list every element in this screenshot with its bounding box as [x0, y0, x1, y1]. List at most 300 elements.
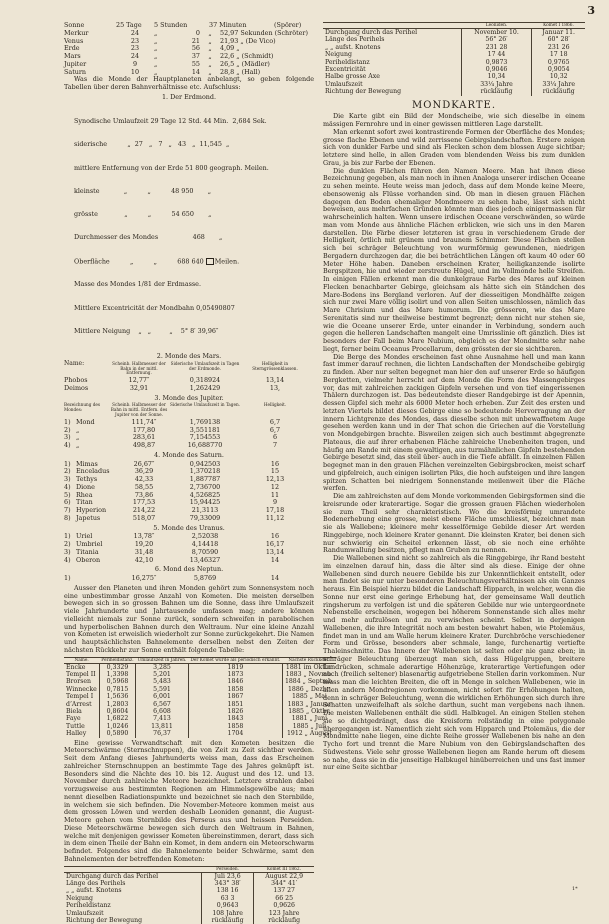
- table-cell: 1851: [188, 701, 282, 708]
- cell: 31,48: [134, 547, 154, 556]
- body-paragraph: Die dunklen Flächen führen den Namen Meere. Man hat ihnen diese Bezeichnung gegeben, als man noch in ihnen Analoga unserer irdischen Oceane zu sehen meinte. Heute weiss man jedoch, dass auf dem Monde keine Meere, ebensowenig als Flüsse vorhanden sind. Ob man in diesen grauen Flächen dagegen den Boden ehemaliger Mondmeere zu sehen habe, lässt sich nicht beweisen, aus mehrfachen Gründen könnte man dies jedoch einigermassen für wahrscheinlich halten. Wenn unsere irdischen Oceane verschwänden, so würde man vom Monde aus ähnliche Flächen erblicken, wie sich uns in den Maren darstellen. Die Färbe dieser letzteren ist grau in verschiedenem Grade der Helligkeit, örtlich mit grünem und braunem Schimmer. Diese Flächen stellen sich bei schräger Beleuchtung von wurmförmig gewundenen, niedrigen Bergadern durchzogen dar, die bei beträchtlichen Längen oft kaum 40 oder 60 Meter Höhe haben. Daneben erscheinen Krater, heiligkanzende isolirte Bergspitzen, hie und wieder zerstreute Hügel, und im Vollmonde helle Streifen. In einigen Fällen erkennt man die dunkelgraue Farbe des Mares auf kleinen Flecken benachbarter Gebirge, gleichsam als hätte sich ein Ständchen des Mare-Bodens ins Bergland verloren. Auf der diesseitigen Mondhälfte zeigen sich nur zwei Mare völlig isolirt und von allen Seiten umschlossen, nämlich das Mare Chrisium und das Mare humorum. Die grösseren, wie das Mare Serenitatis sind nur theilweise bestimmt begrenzt; denn nicht nur stehen sie, wie die Oceane unserer Erde, unter einander in Verbindung, sondern auch gegen die helleren Landschaften mangelt eine Umrisslinie oft gänzlich. Dies ist besonders der Fall beim Mare Nubium, obgleich es der Mondmitte sehr nahe liegt, ferner beim Oceanus Procellarum, dem grössten der sie sichtbaren.: [323, 166, 585, 353]
- table-row: [64, 880, 314, 887]
- moon-line: Oberfläche „ „ 688 640: [74, 257, 204, 265]
- rot-a: 10: [130, 67, 140, 76]
- table-cell: „ „ aufst. Knotens: [66, 887, 122, 895]
- rot-e: 21,93 „ (De Vico): [220, 36, 276, 45]
- cell: 11: [270, 490, 280, 499]
- table-row: [323, 36, 585, 43]
- meteor-paragraph: Eine gewisse Verwandtschaft mit den Kometen besitzen die Meteorschwärme (Sternschnuppen), die von Zeit zu Zeit sichtbar werden. Seit dem Anfang dieses Jahrhunderts weiss man, dass das Erscheinen zahlreicher Sternschnuppen an bestimmte Tage des Jahres geknüpft ist. Besonders sind die Nächte des 10. bis 12. August und des 12. und 13. November durch zahlreiche Meteore bezeichnet. Letztere strahlen dabei vorzugsweise aus bestimmten Regionen am Himmelsgewölbe aus; man nennt dieselben Radiationspunkte und bezeichnet sie nach den Sternbilde, in welchem sie sich befinden. Die November-Meteore kommen meist aus dem grossen Löwen und werden deshalb Leoniden genannt, die August-Meteore gehen vom Sternbilde des Perseus aus und heissen Perseiden. Diese Meteorschwärme bewegen sich durch den Weltraum in Bahnen, welche mit denjenigen gewisser Kometen übereinstimmen, derart, dass sich in dem einen Theile der Bahn ein Komet, in dem andern ein Meteorschwarm befindet. Folgendes sind die Bahnelemente beider Schwärme, samt den Bahnelementen der betreffenden Kometen:: [64, 738, 314, 863]
- rot-e: 26,5 „ (Mädler): [220, 59, 270, 68]
- table-cell: 0,9643: [201, 902, 253, 909]
- cell: 5,8769: [193, 574, 217, 583]
- table-row: [323, 81, 585, 88]
- rot-e: 28,8 „ (Hall): [220, 67, 261, 76]
- rot-a: 25 Tage: [116, 21, 142, 29]
- moon-line: Mittlere Neigung „ „ „ 5° 8′ 39,96″: [74, 326, 219, 335]
- moon-name: Hyperion: [76, 506, 107, 515]
- moon-line: Synodische Umlaufzeit 29 Tage 12 Std. 44 Min. 2,684 Sek.: [74, 117, 267, 125]
- body-paragraph: Man erkennt sofort zwei kontrastirende Formen der Oberfläche des Mondes; grosse flache Ebenen und wild zerrissene Gebirgslandschaften. Erstere zeigen sich von dunkler Farbe und sind als Flecken schon dem blossen Auge sichtbar; letztere sind helle, in allen Graden vom blendenden Weiss bis zum dunklen Grau, ja bis zur Farbe der Ebenen.: [323, 127, 585, 167]
- cell: 7: [272, 441, 278, 450]
- col-header: Siderische Umlaufszeit in Tagen.: [170, 402, 240, 408]
- table-cell: d’Arrest: [66, 700, 92, 708]
- col-header: Name.: [64, 657, 99, 663]
- cell: 14: [270, 555, 280, 564]
- moon-number: 3): [64, 475, 71, 484]
- table-cell: 0,9054: [532, 66, 585, 73]
- section-heading: 4. Monde des Saturn.: [154, 450, 224, 459]
- cell: 1,370218: [189, 467, 221, 476]
- table-cell: 231 28: [461, 44, 532, 51]
- moon-line: grösste „ „ 54 650 „: [74, 210, 212, 218]
- table-row: [64, 723, 336, 730]
- table-row: [323, 73, 585, 80]
- cell: 42,10: [134, 555, 154, 564]
- table-cell: 5,591: [136, 686, 189, 693]
- moon-number: 1): [64, 417, 71, 426]
- cell: 58,55: [134, 482, 154, 491]
- table-cell: 0,8604: [99, 708, 135, 715]
- table-cell: 343° 38′: [201, 880, 253, 887]
- table-cell: Periheldistanz: [66, 902, 111, 910]
- table-cell: August 22,9: [254, 872, 314, 880]
- table-cell: Excentricität: [325, 66, 366, 74]
- table-cell: 1867: [188, 693, 282, 700]
- table-row: [64, 671, 336, 678]
- cell: 42,33: [134, 475, 154, 484]
- comet-table: [64, 657, 336, 738]
- moon-name: Umbriel: [76, 540, 103, 549]
- moon-number: 6): [64, 498, 71, 507]
- rot-b: „: [154, 52, 158, 60]
- col-header: Nächste Rückkehr:: [282, 657, 336, 663]
- table-cell: 1819: [188, 663, 282, 671]
- surface-unit: Meilen.: [214, 257, 240, 265]
- table-cell: 1884 „ Septmb.: [282, 678, 336, 685]
- cell: 16,688770: [187, 441, 223, 450]
- col-header: Scheinb. Halbmesser der Bahn in mittl. Entfern. des Jupiter von der Sonne.: [110, 402, 168, 417]
- table-row: [323, 29, 585, 37]
- moon-name: „: [76, 441, 80, 450]
- planet-name: Sonne: [64, 21, 85, 29]
- moon-number: 1): [64, 459, 71, 468]
- moon-name: Phobos: [64, 376, 88, 385]
- moon-name: Deimos: [64, 383, 89, 392]
- cell: 13,46327: [189, 555, 221, 564]
- table-cell: 60° 28′: [532, 36, 585, 43]
- rot-c: 0: [195, 28, 200, 37]
- planet-name: Venus: [64, 36, 84, 45]
- table-cell: 13,811: [136, 723, 189, 730]
- moon-line: mittlere Entfernung von der Erde 51 800 geograph. Meilen.: [74, 163, 269, 172]
- moon-number: 4): [64, 555, 71, 564]
- table-cell: Winnecke: [66, 685, 97, 693]
- table-cell: „ „ aufst. Knotens: [325, 43, 381, 51]
- table-cell: 0,9765: [532, 59, 585, 66]
- table-row: [64, 708, 336, 715]
- planet-name: Mars: [64, 52, 81, 60]
- table-cell: rückläufig: [461, 88, 532, 95]
- rot-b: 5 Stunden: [154, 21, 188, 29]
- moon-number: 2): [64, 467, 71, 476]
- table-cell: Richtung der Bewegung: [325, 88, 402, 96]
- cell: 36,29: [134, 467, 154, 476]
- neptun-table: [64, 575, 314, 583]
- table-cell: 0,9626: [254, 902, 314, 909]
- table-cell: 231 26: [532, 44, 585, 51]
- table-cell: 5,483: [136, 678, 189, 685]
- table-cell: 137 27: [254, 887, 314, 894]
- cell: 4,526825: [189, 490, 221, 499]
- moon-name: Mond: [76, 417, 95, 426]
- table-cell: 33¼ Jahre: [461, 81, 532, 88]
- rot-b: „: [154, 59, 158, 68]
- cell: 283,61: [132, 433, 156, 442]
- jupiter-table: [64, 419, 314, 450]
- cell: 16: [270, 459, 280, 468]
- moon-name: Enceladus: [76, 467, 110, 476]
- body-paragraph: Die Berge des Mondes erscheinen fast ohne Ausnahme hell und man kann fast immer darauf rechnen, die lichten Landschaften der Mondscheibe gebirgig zu finden. Aber nur selten begegnet man hier den auf unserer Erde so häufigen Bergketten, vielmehr herrscht auf dem Monde die Form des Massengebirges vor, das mit zahlreichen zackigen Gipfeln versehen und von tief eingerissenen Thälern durchzogen ist. Das bedeutendste dieser Randgebirge ist der Apennin, dessen Gipfel sich mehr als 6000 Meter hoch erheben. Zur Zeit des ersten und letzten Viertels bildet dieses Gebirge eine so bedeutende Hervorragung an der innern Lichtgrenze des Mondes, dass dieselbe schon mit unbewaffnetem Auge gesehen werden kann und in der That schon die Griechen auf die Vorstellung von Mondgebirgen brachte. Bisweilen zeigen sich auch bestimmt abgegrenzte Plateaus, die auf ihrer erhabenen Fläche zahlreiche Unebenheiten tragen, und häufig am Rande mit einem gewaltigen, aus turmähnlichen Gipfeln bestehenden Gebirge besetzt sind, das steil über- auch in die Tiefe abfällt. In einzelnen Fällen begegnet man in den grauen Flächen vereinzelten Gebirgsbrocken, meist scharf und gipfelreich, auch einigen isolirten Piks, die hoch aufsteigen und ihre langen spitzen Schatten bei niedrigem Sonnenstande meilenweit über die Fläche werfen.: [323, 352, 585, 493]
- table-cell: Länge des Perihels: [66, 880, 126, 887]
- table-row: [64, 693, 336, 700]
- cell: 111,74″: [131, 417, 157, 426]
- table-cell: Durchgang durch das Perihel: [325, 29, 418, 36]
- table-cell: 1858: [188, 723, 282, 730]
- planet-name: Saturn: [64, 67, 87, 76]
- table-row: [323, 88, 585, 95]
- rot-d: „: [208, 67, 212, 76]
- col-header: Periheldistanz.: [101, 657, 134, 663]
- table-cell: November 10.: [461, 29, 532, 37]
- moon-line: Durchmesser des Mondes 468 „: [74, 233, 223, 242]
- cell: 214,22: [132, 506, 156, 515]
- table-cell: Tempel II: [66, 670, 96, 678]
- table-cell: 123 Jahre: [254, 910, 314, 917]
- moon-line: kleinste „ „ 48 950 „: [74, 186, 212, 195]
- cell: 26,67″: [133, 459, 155, 468]
- table-row: [64, 902, 314, 909]
- table-row: [64, 910, 314, 917]
- table-cell: 66 25: [254, 895, 314, 902]
- table-cell: 17 44: [461, 51, 532, 58]
- rotation-row: [64, 38, 314, 46]
- section-heading: 2. Monde des Mars.: [156, 352, 222, 360]
- table-cell: Richtung der Bewegung: [66, 917, 143, 924]
- table-cell: Periheldistanz: [325, 58, 370, 66]
- col-header: Helligkeit in Sterngrössenklassen.: [252, 360, 298, 371]
- cell: 12,77″: [128, 376, 150, 385]
- moon-name: Japetus: [76, 513, 101, 522]
- intro-paragraph: Was die Monde der Hauptplaneten anbelangt, so geben folgende Tabellen über deren Bahnverhältnisse etc. Aufschluss:: [64, 75, 314, 91]
- rot-d: „: [208, 28, 212, 37]
- cell: 12: [270, 482, 280, 491]
- moon-name: Tethys: [76, 475, 98, 484]
- section-heading: 5. Monde des Uranus.: [153, 523, 225, 532]
- table-cell: Biela: [66, 707, 82, 715]
- table-cell: 1704: [188, 730, 282, 737]
- rot-c: 56: [191, 44, 200, 53]
- table-cell: 1873: [188, 671, 282, 678]
- cell: 21,3113: [191, 506, 219, 515]
- table-cell: 17 18: [532, 51, 585, 58]
- table-cell: Neigung: [325, 51, 352, 59]
- table-cell: 108 Jahre: [201, 910, 253, 917]
- rot-e: (Spörer): [274, 21, 302, 29]
- table-cell: rückläufig: [201, 917, 253, 924]
- cell: 16: [270, 532, 280, 541]
- rot-c: 14: [191, 67, 200, 76]
- moon-number: 1): [64, 574, 71, 583]
- table-cell: 0,5890: [99, 730, 135, 737]
- cell: 16,275″: [131, 574, 157, 583]
- section-heading: 1. Der Erdmond.: [161, 92, 217, 101]
- table-cell: 1885 „ Mai: [282, 693, 336, 700]
- cell: 15: [270, 467, 280, 476]
- moon-number: 4): [64, 441, 71, 450]
- table-cell: 76,37: [136, 730, 189, 737]
- right-column: [323, 22, 585, 772]
- cell: 13,14: [265, 376, 285, 385]
- rot-c: 21: [191, 36, 200, 45]
- col-header: Leoniden.: [461, 23, 532, 29]
- table-cell: Halbe grosse Axe: [325, 73, 380, 81]
- col-header: Scheinb. Halbmesser der Bahn in der mittl. Entfernung.: [112, 360, 166, 376]
- table-cell: 1,2803: [99, 701, 135, 708]
- table-cell: Durchgang durch das Perihel: [66, 872, 159, 880]
- mars-header: [64, 359, 314, 376]
- table-cell: Tempel I: [66, 693, 94, 701]
- cell: 14: [270, 574, 280, 583]
- rot-d: „: [208, 36, 212, 45]
- table-cell: 0,9046: [461, 66, 532, 73]
- planet-name: Merkur: [64, 28, 89, 37]
- table-cell: 1886 „ Dezbr.: [282, 686, 336, 693]
- comets-paragraph: Ausser den Planeten und ihren Monden gehört zum Sonnensystem noch eine unbestimmbar grosse Anzahl von Kometen. Die meisten derselben bewegen sich in so grossen Bahnen um die Sonne, dass ihre Umlaufszeit viele Jahrhunderte und Jahrtausende umfassen mag; andere können vielleicht niemals zur Sonne zurück, sondern schweifen in parabolischen und hyperbolischen Bahnen durch den Weltraum. Nur eine kleine Anzahl von Kometen ist erweislich wiederholt zur Sonne zurückgekehrt. Die Namen und hauptsächlichsten Bahnelemente derselben nebst den Zeiten der nächsten Rückkehr zur Sonne enthält folgende Tabelle:: [64, 583, 314, 654]
- table-row: [323, 44, 585, 51]
- rotation-row: [64, 30, 314, 38]
- table-cell: 3,285: [136, 663, 189, 671]
- rot-c: 37: [191, 52, 200, 60]
- moon-number: 2): [64, 425, 71, 434]
- moon-line: Masse des Mondes 1/81 der Erdmasse.: [74, 280, 201, 289]
- body-paragraph: Die Wallebenen sind nicht so zahlreich als die Ringgebirge, ihr Rand besteht im einzelnen darauf hin, dass die älter sind als diese. Einige der ohne Wallebenen sind durch neuere Gebilde bis zur Unkenntlichkeit entstellt, oder man findet sie nur unter besonderen Beleuchtungsverhältnissen als ein Ganzes heraus. Ein Beispiel hierzu bildet die Landschaft Hipparch, in welcher, wenn die Sonne nur erst eine geringe Erhebung hat, der gemeinsame Wall deutlich ringsherum zu verfolgen ist und die späteren Gebilde nur wie untergeordnete Nebenstelle erscheinen, wogegen bei höherem Sonnenstande sich alles mehr und mehr aufzulösen und zu verwischen scheint. Selbst in derjenigen Wallebenen, die ihre Integrität noch am besten bewahrt haben, wie Ptolemäus, findet man in und am Walle herum kleinere Krater. Durchbröche verschiedener Form und Grösse, besonders aber schmale, lange, furchenartig vertiefte Thaleinschnitte. Das Innere der Wallebenen ist selten oder nie ganz eben; in schräger Beleuchtung überzeugt man sich, dass Hügelgruppen, breitere Landrücken, schmale aderartige Höhenzüge, kraterartige Vertiefungen oder auch (freilich seltener) blasenartig aufgetriebene Stellen darin vorkommen. Nur muss man die leichten Breiten, die oft in Menge in solchen Wallebenen, wie in allen andern Mondregionen vorkommen, nicht sofort für Erhöhungen halten, denn in schräger Beleuchtung, wenn die wirklichen Erhöhungen sich durch ihre Schatten unzweifelhaft als solche darthun, sucht man vergebens nach ihnen. Die meisten Wallebenen enthält die südl. Halbkugel. An einigen Stellen stehen sie so dichtgedrängt, dass die Kreisform rollständig in eine polygonale übergegangen ist. Namentlich zieht sich vom Hipparch und Ptolemäus, die der Mondmitte nahe liegen, eine dichte Reihe grosser Wallebenen bis nahe an den Tycho fort und trennt die Mare Nubium von den Gebirgslandschaften des Südwestens. Viele sehr grosse Wallebenen liegen am Rande herum oft diesem so nahe, dass sie in die jenseitige Halbkugel hinüberreichen und uns fast immer nur eine Seite sichtbar: [323, 554, 585, 772]
- rot-a: 23: [130, 36, 140, 45]
- table-row: [64, 872, 314, 880]
- table-cell: 1,5636: [99, 693, 135, 700]
- moon-line: Mittlere Excentricität der Mondbahn 0,05490807: [74, 303, 235, 312]
- moon-number: 5): [64, 490, 71, 499]
- table-row: [64, 701, 336, 708]
- table-cell: 1826: [188, 708, 282, 715]
- moon-name: Mimas: [76, 459, 98, 468]
- table-cell: 1,6822: [99, 715, 135, 722]
- table-cell: Umlaufszeit: [66, 909, 104, 917]
- rot-a: 24: [130, 52, 140, 60]
- cell: 498,87: [132, 441, 156, 450]
- col-header: Umlaufszeit in Jahren.: [137, 657, 187, 663]
- cell: 32,91: [129, 383, 149, 392]
- cell: 19,20: [134, 540, 154, 549]
- table-row: [64, 715, 336, 722]
- table-cell: 1,0246: [99, 723, 135, 730]
- cell: 6: [272, 433, 278, 442]
- table-row: [64, 686, 336, 693]
- page-number: 3: [587, 4, 595, 17]
- planet-name: Jupiter: [64, 59, 87, 68]
- table-cell: 0,3329: [99, 663, 135, 671]
- earth-moon-block: [64, 103, 314, 352]
- table-cell: Juli 23,6: [201, 872, 253, 880]
- cell: 0,318924: [189, 376, 221, 385]
- moon-name: Oberon: [76, 555, 101, 564]
- cell: 12,13: [265, 475, 285, 484]
- moon-number: 7): [64, 506, 71, 515]
- col-header: Komet I 1866.: [532, 23, 585, 29]
- table-cell: Encke: [66, 663, 86, 671]
- rotation-table: [64, 22, 314, 76]
- col-header: Perseiden.: [201, 866, 253, 872]
- cell: 177,80: [132, 425, 156, 434]
- rotation-row: [64, 61, 314, 69]
- table-row: [64, 917, 314, 924]
- body-paragraph: Die am zahlreichsten auf dem Monde vorkommenden Gebirgsformen sind die kreisrunde oder kraterartige. Sogar die grossen grauen Flächen wiederholen sie zum Theil sehr charakteristisch. Wo die kreisförmig umrandete Bodenerhebung eine grosse, meist ebene Fläche umschliesst, bezeichnet man sie als Wallebene; kleinere mehr kesselförmige Gebilde dieser Art werden Ringgebirge, noch kleinere Krater genannt. Die kleinsten Krater, bei denen sich nur schwierig ein Scheitel erkennen lässt, ob sie noch eine erhöhte Randumwallung besitzen, pflegt man Gruben zu nennen.: [323, 492, 585, 555]
- table-cell: 1843: [188, 715, 282, 722]
- moon-number: 3): [64, 547, 71, 556]
- table-cell: 138 16: [201, 887, 253, 894]
- rot-a: 24: [130, 28, 140, 37]
- col-header: Komet III 1862.: [254, 866, 314, 872]
- cell: 2,736700: [189, 482, 221, 491]
- cell: 6,7: [269, 417, 281, 426]
- table-cell: Januar 11.: [532, 29, 585, 37]
- col-header: Name:: [64, 359, 85, 367]
- cell: 13,78″: [133, 532, 155, 541]
- rot-b: „: [154, 28, 158, 37]
- table-cell: 6,567: [136, 701, 189, 708]
- table-cell: 1,3398: [99, 671, 135, 678]
- table-cell: 0,7815: [99, 686, 135, 693]
- moon-name: Titan: [76, 498, 93, 507]
- moon-number: 8): [64, 513, 71, 522]
- rotation-row: [64, 45, 314, 53]
- table-cell: 0,5968: [99, 678, 135, 685]
- rot-a: 23: [130, 44, 140, 53]
- table-cell: 1885 „ Juli: [282, 723, 336, 730]
- moon-name: Titania: [76, 547, 99, 556]
- rot-e: 52,97 Sekunden (Schröter): [220, 28, 308, 37]
- moon-name: [76, 575, 118, 583]
- table-cell: 7,413: [136, 715, 189, 722]
- table-cell: Umlaufszeit: [325, 80, 363, 88]
- cell: 15,94425: [189, 498, 221, 507]
- col-header: Siderische Umlaufszeit in Tagen der Erdmonde.: [170, 360, 240, 371]
- table-cell: 1912 „ August: [282, 730, 336, 737]
- col-header: Bezeichnung des Mondes:: [64, 402, 101, 413]
- cell: 13,14: [265, 547, 285, 556]
- moon-row: [64, 575, 314, 583]
- table-row: [323, 66, 585, 73]
- table-row: [323, 51, 585, 58]
- table-cell: Brorsen: [66, 678, 92, 686]
- cell: 1,262429: [189, 383, 221, 392]
- moon-name: „: [76, 433, 80, 442]
- table-cell: 10,34: [461, 73, 532, 80]
- rot-d: „: [208, 59, 212, 68]
- meteor-table: [64, 866, 314, 924]
- table-row: [64, 678, 336, 685]
- table-cell: 33¼ Jahre: [532, 81, 585, 88]
- table-cell: 1846: [188, 678, 282, 685]
- cell: 6,7: [269, 425, 281, 434]
- table-cell: rückläufig: [254, 917, 314, 924]
- mars-row: [64, 385, 314, 393]
- moon-name: Dione: [76, 482, 95, 491]
- table-cell: Faye: [66, 715, 81, 723]
- rot-b: „: [154, 44, 158, 53]
- table-cell: rückläufig: [532, 88, 585, 95]
- table-cell: 1881 im Oktbr.: [282, 663, 336, 671]
- moon-line: siderische „ 27 „ 7 „ 43 „ 11,545 „: [74, 140, 230, 149]
- table-cell: 0,9873: [461, 59, 532, 66]
- moon-number: 1): [64, 532, 71, 541]
- rot-c: 55: [191, 59, 200, 68]
- cell: 9: [272, 498, 278, 507]
- cell: 177,53: [132, 498, 156, 507]
- jupiter-header: [64, 403, 314, 417]
- cell: 8,70590: [191, 547, 219, 556]
- table-cell: 1883 „ Novmb.: [282, 671, 336, 678]
- table-row: [323, 59, 585, 66]
- table-cell: 56° 26′: [461, 36, 532, 43]
- table-cell: 1858: [188, 686, 282, 693]
- table-row: [64, 730, 336, 737]
- table-row: [64, 887, 314, 894]
- cell: 17,18: [265, 506, 285, 515]
- rot-e: 4,09 „: [220, 44, 240, 53]
- planet-name: Erde: [64, 44, 80, 53]
- cell: 4,14418: [191, 540, 219, 549]
- table-cell: Neigung: [66, 894, 93, 902]
- moon-number: 2): [64, 540, 71, 549]
- cell: 73,86: [134, 490, 154, 499]
- col-header: Helligkeit.: [263, 402, 287, 408]
- leonid-table: [323, 22, 585, 96]
- table-cell: Halley: [66, 730, 87, 738]
- table-cell: Länge des Perihels: [325, 36, 385, 44]
- table-cell: Tuttle: [66, 722, 85, 730]
- rot-d: „: [208, 44, 212, 53]
- rotation-row: [64, 53, 314, 61]
- cell: 2,52038: [191, 532, 219, 541]
- saturn-table: [64, 461, 314, 523]
- rot-c: 37 Minuten: [209, 21, 247, 29]
- cell: 3,551181: [189, 425, 221, 434]
- table-cell: 6,001: [136, 693, 189, 700]
- rot-d: „: [208, 52, 212, 60]
- rot-b: „: [154, 67, 158, 76]
- table-cell: 10,32: [532, 73, 585, 80]
- section-heading: 3. Monde des Jupiter.: [154, 393, 224, 402]
- cell: 7,154553: [189, 433, 221, 442]
- moon-number: 3): [64, 433, 71, 442]
- cell: 0,942503: [189, 459, 221, 468]
- table-cell: 5,201: [136, 671, 189, 678]
- table-cell: 1885 „ Oktbr.: [282, 708, 336, 715]
- cell: 1,769138: [189, 417, 221, 426]
- table-cell: 1881 „ Juni: [282, 715, 336, 722]
- moon-row: [64, 557, 314, 565]
- moon-row: [64, 515, 314, 523]
